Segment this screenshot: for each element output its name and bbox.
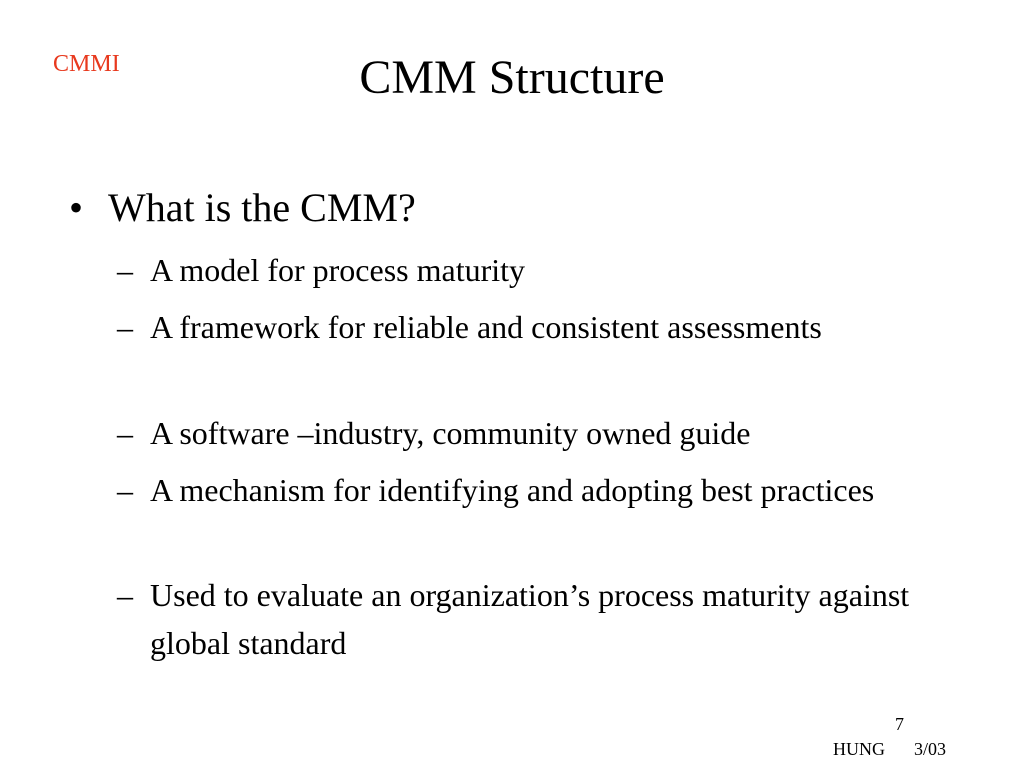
sub-item-text: A framework for reliable and consistent assessments bbox=[150, 309, 822, 345]
corner-label: CMMI bbox=[53, 51, 120, 77]
sub-item bbox=[117, 466, 917, 514]
dash-marker: – bbox=[117, 252, 133, 288]
sub-item-text: A model for process maturity bbox=[150, 252, 526, 288]
sub-item-text: A mechanism for identifying and adopting best practices bbox=[150, 472, 875, 508]
footer-author: HUNG bbox=[833, 739, 885, 759]
sub-item-text: A software –industry, community owned guide bbox=[150, 415, 751, 451]
sub-item bbox=[117, 246, 917, 294]
sub-item bbox=[117, 303, 917, 351]
sub-item bbox=[117, 409, 917, 457]
bullet-marker: • bbox=[69, 185, 84, 230]
sub-item bbox=[117, 571, 917, 667]
dash-marker: – bbox=[117, 309, 133, 345]
footer-date: 3/03 bbox=[914, 739, 947, 759]
bullet-text: What is the CMM? bbox=[108, 185, 416, 230]
sub-item-text: Used to evaluate an organization’s process maturity against global standard bbox=[150, 577, 910, 661]
dash-marker: – bbox=[117, 472, 133, 508]
page-number: 7 bbox=[895, 714, 904, 734]
slide-title: CMM Structure bbox=[359, 51, 665, 104]
dash-marker: – bbox=[117, 577, 133, 613]
dash-marker: – bbox=[117, 415, 133, 451]
